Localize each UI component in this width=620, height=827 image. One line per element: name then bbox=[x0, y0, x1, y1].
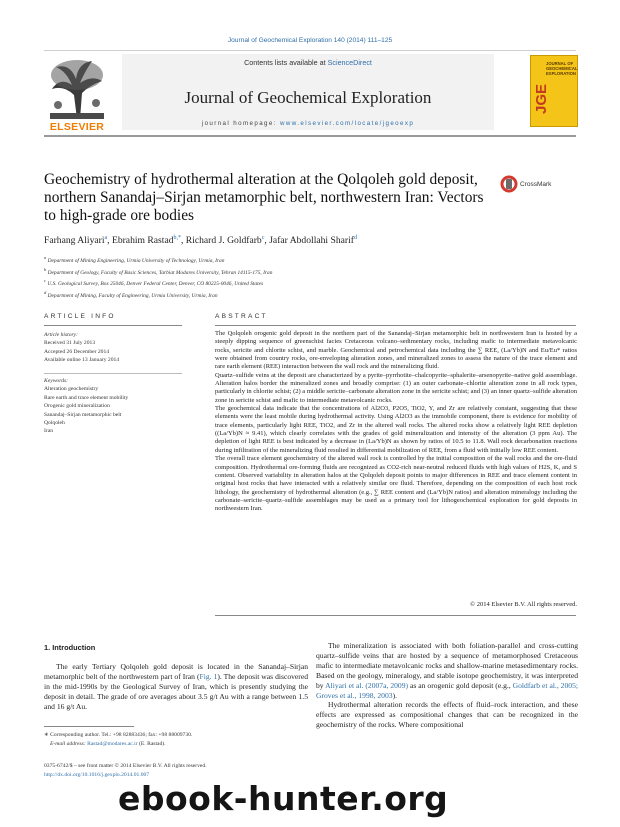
homepage-prefix: journal homepage: bbox=[201, 120, 280, 127]
article-info-heading: ARTICLE INFO bbox=[44, 313, 116, 320]
author-list: Farhang Aliyari$^a$, Ebrahim Rastad$^{b,*}$, Richard J. Goldfarb$^c$, Jafar Abdollahi Sharif$^d$ bbox=[44, 235, 357, 247]
issn-doi-block bbox=[44, 762, 308, 779]
intro-text-part: The early Tertiary Qolqoleh gold deposit is located in the Sanandaj–Sirjan metamorphic belt of the northwestern part of Iran ( bbox=[44, 662, 308, 681]
abstract-body bbox=[215, 330, 577, 514]
abstract-paragraph: Quartz–sulfide veins at the deposit are characterized by a pyrite–pyrrhotite–chalcopyrite–sphalerite–arsenopyrite–native gold assemblage. Alteration halos border the mineralized zones and broadly comprise: (1) an outer carbonate–chlorite alteration zone in all rock types, particularly in chlorite schist; (2) a middle sericite–carbonate alteration zone in the sericite schist; and (3) an inner quartz–sulfide alteration zone in sericite schist and mafic to intermediate metavolcanic rocks. bbox=[215, 371, 577, 404]
crossmark-badge[interactable] bbox=[500, 175, 570, 197]
cover-title: JOURNAL OF GEOCHEMICAL EXPLORATION bbox=[546, 61, 578, 76]
citation-link-aliyari[interactable]: Aliyari et al. (2007a, 2009) bbox=[325, 680, 409, 690]
citation-link-goldfarb[interactable]: Goldfarb et al., 2005; Groves et al., 1998, 2003 bbox=[316, 680, 578, 700]
divider bbox=[44, 373, 182, 374]
affiliation-text: U.S. Geological Survey, Box 25046, Denver Federal Center, Denver, CO 80225-0046, United States bbox=[47, 280, 264, 287]
keyword: Alteration geochemistry bbox=[44, 386, 99, 393]
affiliation-text: Department of Mining Engineering, Urmia University of Technology, Urmia, Iran bbox=[47, 257, 225, 264]
keyword: Sanandaj–Sirjan metamorphic belt bbox=[44, 411, 122, 418]
article-history bbox=[44, 331, 184, 365]
footnote-contact: ∗ Corresponding author. Tel.: +98 82883436; fax: +98 88009730. bbox=[44, 732, 193, 738]
body-text-part: ). bbox=[392, 690, 397, 700]
watermark-text: ebook-hunter.org bbox=[118, 779, 449, 818]
email-suffix: (E. Rastad). bbox=[137, 740, 166, 747]
corresponding-author-footnote bbox=[44, 731, 308, 748]
abstract-paragraph: The overall trace element geochemistry of the altered wall rock is controlled by the initial composition of the wall rocks and the ore-fluid composition. Hydrothermal ore-forming fluids are recognized as CO2-rich near-neutral reduced fluids with high values of H2S, K, and S content. Observed variability in alteration halos at the Qolqoleh deposit points to major differences in REE and trace element content in original host rocks that have interacted with a relatively similar ore fluid. Therefore, depending on the composition of each host rock lithology, the geochemistry of hydrothermal alteration (e.g., ∑ REE content and (La/Yb)N ratios) and alteration mineralogy including the carbonate–sericite–quartz–sulfide assemblages may be used as a primary tool for lithogeochemical exploration for gold deposits in northwestern Iran. bbox=[215, 455, 577, 513]
email-label: E-mail address: bbox=[50, 740, 88, 747]
author-affiliation-marker[interactable]: b,* bbox=[173, 235, 181, 241]
author-name[interactable]: Ebrahim Rastad bbox=[111, 235, 174, 247]
history-online: Available online 13 January 2014 bbox=[44, 357, 120, 364]
contents-line bbox=[122, 58, 494, 67]
affiliation-marker: c bbox=[44, 278, 46, 284]
keyword: Iran bbox=[44, 428, 54, 435]
keyword: Qolqoleh bbox=[44, 420, 65, 427]
divider bbox=[44, 325, 182, 326]
doi-link[interactable]: http://dx.doi.org/10.1016/j.gexplo.2014.01.007 bbox=[44, 771, 150, 778]
homepage-link[interactable]: www.elsevier.com/locate/jgeoexp bbox=[279, 120, 415, 127]
history-received: Received 31 July 2013 bbox=[44, 340, 96, 347]
affiliation-marker: b bbox=[44, 266, 47, 272]
affiliation-item bbox=[44, 289, 564, 301]
affiliation-item bbox=[44, 254, 564, 266]
crossmark-label: CrossMark bbox=[520, 181, 552, 188]
footnote-email bbox=[44, 740, 308, 749]
journal-homepage bbox=[122, 120, 494, 127]
keyword: Rare earth and trace element mobility bbox=[44, 394, 129, 401]
contents-banner bbox=[122, 54, 494, 130]
body-paragraph bbox=[316, 641, 578, 700]
footnote-divider bbox=[44, 726, 134, 727]
keyword: Orogenic gold mineralization bbox=[44, 403, 110, 410]
author-affiliation-marker[interactable]: a bbox=[104, 235, 108, 241]
section-heading-introduction: 1. Introduction bbox=[44, 643, 96, 652]
keywords-block bbox=[44, 377, 184, 436]
journal-title: Journal of Geochemical Exploration bbox=[184, 88, 432, 107]
journal-cover-thumbnail[interactable] bbox=[530, 55, 578, 127]
author-name[interactable]: Jafar Abdollahi Sharif bbox=[269, 235, 354, 247]
affiliation-text: Department of Geology, Faculty of Basic Sciences, Tarbiat Modares University, Tehran 14115-175, Iran bbox=[47, 269, 273, 276]
contents-prefix: Contents lists available at bbox=[244, 58, 328, 67]
sciencedirect-link[interactable]: ScienceDirect bbox=[327, 58, 372, 67]
abstract-paragraph: The Qolqoleh orogenic gold deposit in the northern part of the Sanandaj–Sirjan metamorphic belt in northwestern Iran is hosted by a steeply dipping sequence of greenschist facies Cretaceous volcano–sedimentary rocks, including mafic to intermediate metavolcanic rocks, sericite and chlorite schist, and marble. Geochemical and petrochemical data including the ∑ REE, (La/Yb)N and Eu/Eu* ratios were obtained from country rocks, ore-enveloping alteration zones, and mineralized zones to assess the nature of the trace element and rare earth element (REE) interaction between the wall rock and the mineralizing fluid. bbox=[215, 330, 577, 371]
author-name[interactable]: Farhang Aliyari bbox=[44, 235, 105, 247]
author-name[interactable]: Richard J. Goldfarb bbox=[185, 235, 262, 247]
crossmark-icon bbox=[500, 175, 518, 193]
keywords-label: Keywords: bbox=[44, 378, 69, 384]
affiliation-marker: a bbox=[44, 255, 47, 260]
figure-1-link[interactable]: Fig. 1 bbox=[199, 671, 218, 681]
publisher-name: ELSEVIER bbox=[49, 121, 105, 133]
affiliation-text: Department of Mining, Faculty of Engineering, Urmia University, Urmia, Iran bbox=[47, 292, 218, 299]
footnote-text: Corresponding author. Tel.: +98 82883436; fax: +98 88009730. bbox=[50, 732, 193, 738]
abstract-paragraph: The geochemical data indicate that the concentrations of Al2O3, P2O5, TiO2, Y, and Zr are relatively constant, suggesting that these elements were the least mobile during hydrothermal activity. Using Al2O3 as the immobile component, there is evidence for mobility of trace elements, particularly light REE, TiO2, and Zr in the altered wall rocks. The altered rocks show a relatively light REE depletion ((La/Yb)N ≈ 9.41), which clearly correlates with the grades of gold mineralization and intensity of the alteration (3 ppm Au). The depletion of light REE is best indicated by a decrease in (La/Yb)N as shown by ratios of 10.5 to 11.8. Wall rock decarbonation reactions during infiltration of the mineralizing fluid resulted in differential mobilization of REE, from a fluid with initially low REE content. bbox=[215, 405, 577, 454]
affiliation-item bbox=[44, 266, 564, 278]
issn-line: 0375-6742/$ – see front matter © 2014 Elsevier B.V. All rights reserved. bbox=[44, 763, 207, 769]
introduction-paragraph bbox=[44, 662, 308, 712]
body-text-part: The mineralization is associated with both foliation-parallel and cross-cutting quartz–sulfide veins that are hosted by a sequence of metamorphosed Cretaceous mafic to intermediate metavolcanic rocks and shallow-marine metasedimentary rocks. Based on the geology, mineralogy, and stable isotope geochemistry, it was interpreted by bbox=[316, 641, 578, 690]
body-text-part: as an orogenic gold deposit (e.g., bbox=[408, 680, 513, 690]
journal-masthead bbox=[44, 50, 576, 137]
email-link[interactable]: Rastad@modares.ac.ir bbox=[87, 740, 138, 747]
right-column-body bbox=[316, 641, 578, 730]
article-title: Geochemistry of hydrothermal alteration at the Qolqoleh gold deposit, northern Sanandaj–Sirjan metamorphic belt, northwestern Iran: Vectors to high-grade ore bodies bbox=[44, 171, 484, 224]
author-affiliation-marker[interactable]: d bbox=[353, 235, 357, 241]
cover-abbreviation: JGE bbox=[533, 83, 550, 114]
history-accepted: Accepted 26 December 2014 bbox=[44, 348, 110, 355]
copyright-notice: © 2014 Elsevier B.V. All rights reserved. bbox=[470, 601, 577, 608]
history-label: Article history: bbox=[44, 332, 79, 338]
author-affiliation-marker[interactable]: c bbox=[261, 235, 265, 241]
affiliation-list bbox=[44, 254, 564, 300]
abstract-heading: ABSTRACT bbox=[215, 313, 268, 320]
affiliation-marker: d bbox=[44, 289, 47, 295]
intro-text-part: ). The deposit was discovered in the mid-1990s by the Geological Survey of Iran, which is presently studying the deposit in detail. The grade of ore averages about 3.5 g/t Au with a range between 1.5 and 16 g/t Au. bbox=[44, 671, 308, 711]
affiliation-item bbox=[44, 277, 564, 289]
journal-reference-link[interactable]: Journal of Geochemical Exploration 140 (2014) 111–125 bbox=[227, 37, 393, 44]
body-paragraph: Hydrothermal alteration records the effects of fluid–rock interaction, and these effects are expressed as compositional changes that can be recognized in the geochemistry of the rocks. Where compositional bbox=[316, 700, 578, 730]
divider bbox=[215, 325, 576, 326]
divider bbox=[215, 615, 576, 616]
